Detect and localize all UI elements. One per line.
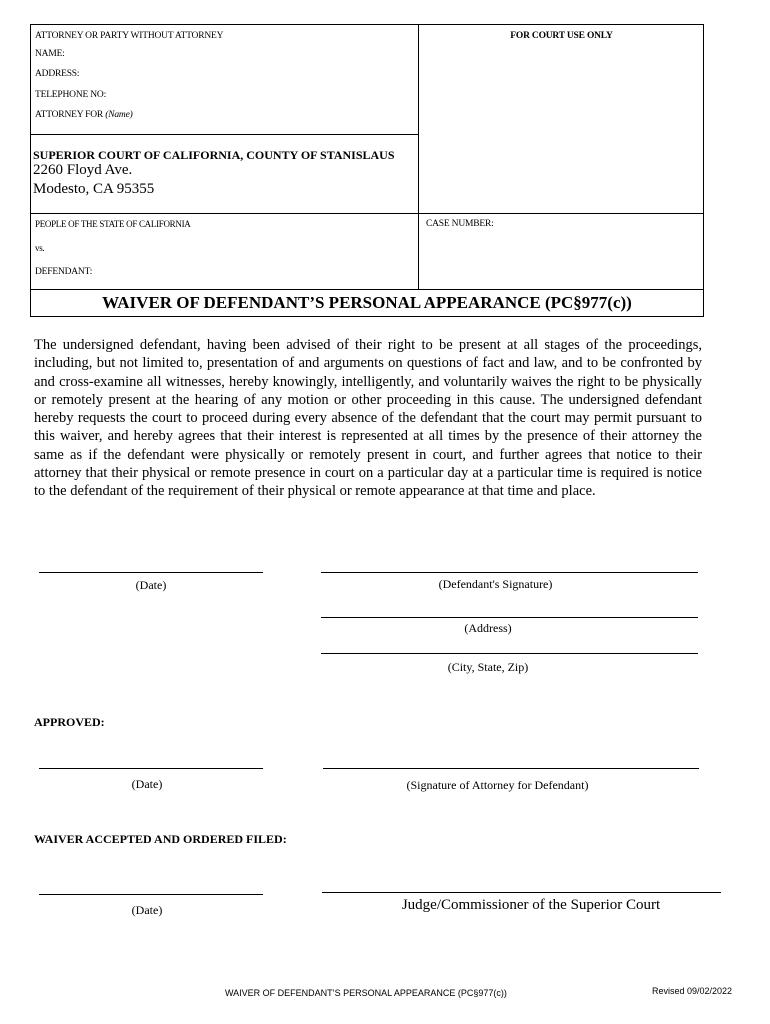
case-number-field[interactable]: CASE NUMBER: — [426, 219, 494, 229]
court-city: Modesto, CA 95355 — [33, 181, 155, 197]
caption-vertical-divider — [418, 24, 419, 290]
judge-date-label: (Date) — [131, 903, 163, 917]
attorney-signature-label: (Signature of Attorney for Defendant) — [406, 778, 589, 792]
judge-signature-line[interactable] — [322, 892, 721, 893]
defendant-signature-line[interactable] — [321, 572, 698, 573]
footer-form-name: WAIVER OF DEFENDANT’S PERSONAL APPEARANCE (PC§977(c)) — [225, 988, 507, 998]
waiver-paragraph: The undersigned defendant, having been advised of their right to be present at all stages of the proceedings, including, but not limited to, presentation of and arguments on questions of fact and law, and to be confronted by and cross-examine all witnesses, hereby knowingly, intelligently, and voluntarily waives the right to be physically or remotely present at the hearing of any motion or other proceeding in this cause. The undersigned defendant hereby requests the court to proceed during every absence of the defendant that the court may permit pursuant to this waiver, and hereby agrees that their interest is represented at all times by the presence of their attorney the same as if the defendant were physically or remotely present in court, and further agrees that notice to their attorney that their physical or remote presence in court on a particular day at a particular time is required is notice to the defendant of the requirement of their physical or remote appearance at that time and place. — [34, 337, 702, 500]
judge-date-line[interactable] — [39, 894, 263, 895]
defendant-date-line[interactable] — [39, 572, 263, 573]
defendant-address-label: (Address) — [464, 621, 512, 635]
caption-divider-attorney — [30, 134, 419, 135]
plaintiff-label: PEOPLE OF THE STATE OF CALIFORNIA — [35, 219, 191, 229]
telephone-field[interactable]: TELEPHONE NO: — [35, 90, 107, 100]
defendant-date-label: (Date) — [135, 578, 167, 592]
vs-label: vs. — [35, 243, 45, 253]
address-field[interactable]: ADDRESS: — [35, 69, 80, 79]
defendant-address-line[interactable] — [321, 617, 698, 618]
court-use-label: FOR COURT USE ONLY — [510, 31, 613, 41]
form-title: WAIVER OF DEFENDANT’S PERSONAL APPEARANCE (PC§977(c)) — [102, 293, 632, 312]
defendant-field[interactable]: DEFENDANT: — [35, 267, 93, 277]
court-street: 2260 Floyd Ave. — [33, 162, 133, 178]
defendant-signature-label: (Defendant's Signature) — [438, 577, 553, 591]
form-title-box — [30, 289, 704, 317]
caption-divider-parties — [30, 213, 704, 214]
attorney-for-hint: (Name) — [105, 110, 133, 120]
judge-signature-label: Judge/Commissioner of the Superior Court — [401, 897, 661, 913]
approved-label: APPROVED: — [34, 715, 105, 729]
attorney-for-field[interactable] — [35, 110, 133, 120]
defendant-city-label: (City, State, Zip) — [447, 660, 529, 674]
court-name: SUPERIOR COURT OF CALIFORNIA, COUNTY OF STANISLAUS — [33, 148, 395, 162]
footer-revised: Revised 09/02/2022 — [652, 986, 733, 996]
attorney-for-label: ATTORNEY FOR — [35, 110, 104, 120]
name-field[interactable]: NAME: — [35, 49, 65, 59]
attorney-date-line[interactable] — [39, 768, 263, 769]
attorney-date-label: (Date) — [131, 777, 163, 791]
attorney-party-label: ATTORNEY OR PARTY WITHOUT ATTORNEY — [35, 31, 224, 41]
defendant-city-line[interactable] — [321, 653, 698, 654]
attorney-signature-line[interactable] — [323, 768, 699, 769]
waiver-accepted-label: WAIVER ACCEPTED AND ORDERED FILED: — [34, 832, 287, 846]
